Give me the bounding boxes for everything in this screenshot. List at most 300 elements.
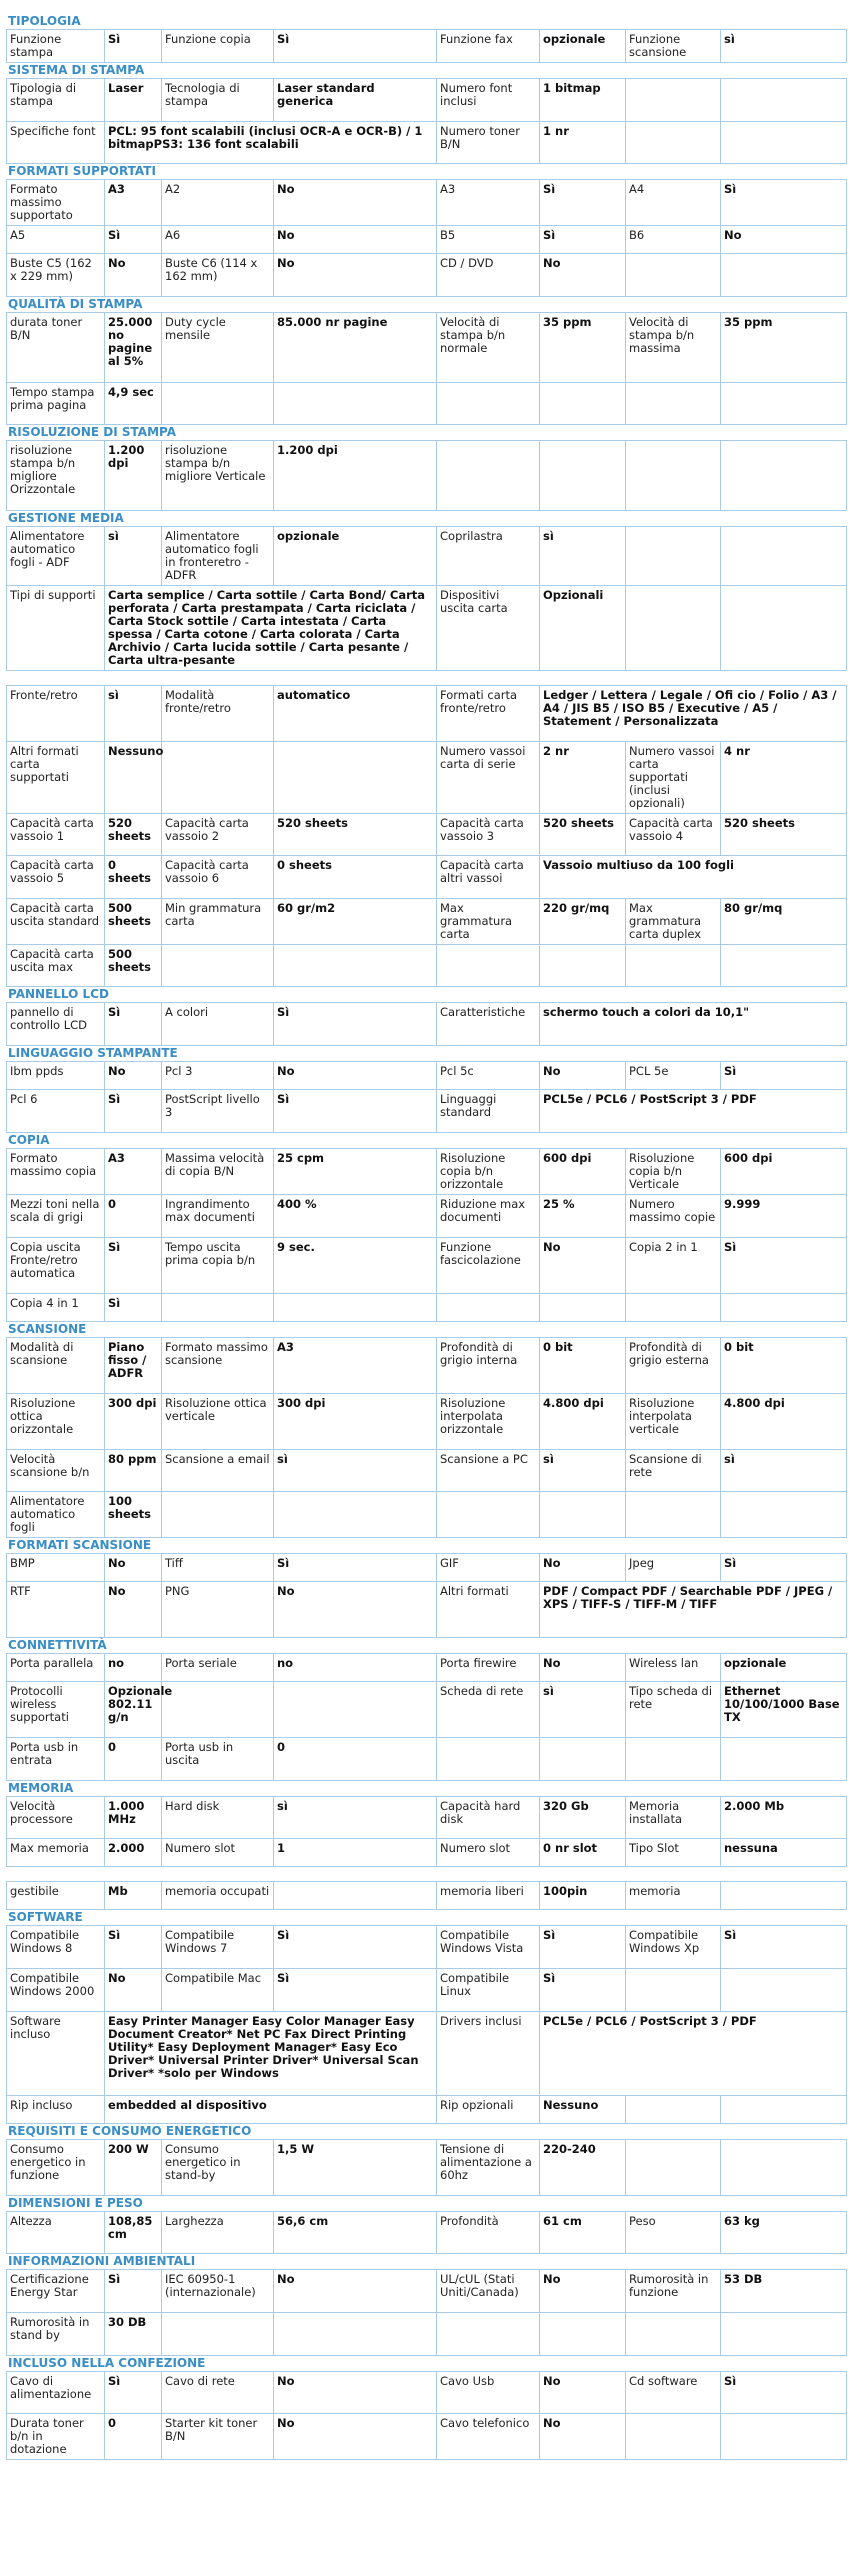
spec-value <box>721 1969 847 2012</box>
spec-value <box>274 945 437 987</box>
spec-value: No <box>274 180 437 226</box>
spec-value: 4.800 dpi <box>721 1394 847 1450</box>
spec-label <box>626 945 721 987</box>
spec-value <box>721 441 847 511</box>
spec-value: opzionale <box>721 1654 847 1682</box>
spec-value: 100 sheets <box>105 1492 162 1538</box>
table-row <box>7 1450 847 1492</box>
spec-value: A3 <box>105 180 162 226</box>
spec-value: PCL5e / PCL6 / PostScript 3 / PDF <box>540 1090 847 1133</box>
section-title-connettivit: CONNETTIVITÀ <box>8 1638 107 1652</box>
spec-value <box>274 1294 437 1322</box>
spec-value: No <box>540 2372 626 2414</box>
spec-value: Sì <box>105 1238 162 1294</box>
spec-label: memoria liberi <box>437 1882 540 1910</box>
spec-label: PNG <box>162 1582 274 1638</box>
spec-value: 25 % <box>540 1195 626 1238</box>
spec-value: 53 DB <box>721 2270 847 2313</box>
spec-value: Nessuno <box>105 742 162 814</box>
spec-label: Compatibile Windows 7 <box>162 1926 274 1969</box>
spec-label: Scansione a PC <box>437 1450 540 1492</box>
spec-label: PCL 5e <box>626 1062 721 1090</box>
spec-label: Numero slot <box>162 1839 274 1867</box>
spec-value: 1.200 dpi <box>274 441 437 511</box>
spec-value: Sì <box>540 1969 626 2012</box>
spec-label: Compatibile Windows 8 <box>7 1926 105 1969</box>
spec-label: Capacità carta vassoio 2 <box>162 814 274 856</box>
spec-label <box>626 1492 721 1538</box>
spec-label: Profondità <box>437 2212 540 2254</box>
spec-label: Durata toner b/n in dotazione <box>7 2414 105 2460</box>
spec-label: Peso <box>626 2212 721 2254</box>
spec-value: Nessuno <box>540 2096 626 2124</box>
spec-value: 1 <box>274 1839 437 1867</box>
section-title-gestione-media: GESTIONE MEDIA <box>8 511 124 525</box>
spec-value: Laser standard generica <box>274 79 437 122</box>
spec-label: Tensione di alimentazione a 60hz <box>437 2140 540 2196</box>
spec-table <box>6 2269 847 2356</box>
spec-value: 520 sheets <box>105 814 162 856</box>
spec-value <box>540 1492 626 1538</box>
spec-value: 0 <box>274 1738 437 1781</box>
spec-value: 35 ppm <box>721 313 847 383</box>
spec-value: 0 nr slot <box>540 1839 626 1867</box>
spec-value: Sì <box>105 2270 162 2313</box>
spec-value: No <box>105 1554 162 1582</box>
spec-label: Risoluzione ottica orizzontale <box>7 1394 105 1450</box>
section-gap <box>6 1867 846 1881</box>
spec-value <box>274 383 437 425</box>
spec-label: Funzione fax <box>437 30 540 63</box>
table-row <box>7 1149 847 1195</box>
table-row <box>7 122 847 164</box>
spec-value: No <box>105 1969 162 2012</box>
spec-value: Sì <box>105 2372 162 2414</box>
spec-label: Risoluzione copia b/n orizzontale <box>437 1149 540 1195</box>
spec-label: Cavo telefonico <box>437 2414 540 2460</box>
table-row <box>7 814 847 856</box>
spec-value: embedded al dispositivo <box>105 2096 437 2124</box>
spec-value: 220 gr/mq <box>540 899 626 945</box>
spec-label: Buste C5 (162 x 229 mm) <box>7 254 105 297</box>
table-row <box>7 1003 847 1046</box>
spec-label: Formato massimo scansione <box>162 1338 274 1394</box>
spec-label: Formati carta fronte/retro <box>437 686 540 742</box>
spec-value <box>721 2096 847 2124</box>
table-row <box>7 1338 847 1394</box>
spec-label: Funzione stampa <box>7 30 105 63</box>
spec-label: Tecnologia di stampa <box>162 79 274 122</box>
spec-value <box>540 1294 626 1322</box>
spec-value: 520 sheets <box>540 814 626 856</box>
spec-label: Protocolli wireless supportati <box>7 1682 105 1738</box>
spec-label: Capacità carta uscita max <box>7 945 105 987</box>
spec-label: Tempo uscita prima copia b/n <box>162 1238 274 1294</box>
spec-label: Altri formati carta supportati <box>7 742 105 814</box>
spec-value <box>721 945 847 987</box>
spec-label: Altezza <box>7 2212 105 2254</box>
spec-value: 25 cpm <box>274 1149 437 1195</box>
spec-label: Funzione copia <box>162 30 274 63</box>
spec-value: 9.999 <box>721 1195 847 1238</box>
table-row <box>7 79 847 122</box>
spec-label: risoluzione stampa b/n migliore Orizzontale <box>7 441 105 511</box>
spec-value: Opzionali <box>540 586 626 671</box>
spec-value: 1 bitmap <box>540 79 626 122</box>
spec-value: Sì <box>105 30 162 63</box>
table-row <box>7 1195 847 1238</box>
spec-label: Copia 2 in 1 <box>626 1238 721 1294</box>
table-row <box>7 2096 847 2124</box>
spec-label: Numero font inclusi <box>437 79 540 122</box>
spec-label <box>437 1738 540 1781</box>
spec-value: No <box>105 1062 162 1090</box>
spec-table <box>6 2371 847 2460</box>
spec-label: Compatibile Windows Xp <box>626 1926 721 1969</box>
spec-value: Sì <box>274 1090 437 1133</box>
table-row <box>7 1738 847 1781</box>
spec-label: Capacità carta uscita standard <box>7 899 105 945</box>
spec-label: Compatibile Mac <box>162 1969 274 2012</box>
spec-value: 200 W <box>105 2140 162 2196</box>
spec-value: No <box>274 2270 437 2313</box>
spec-label: B6 <box>626 226 721 254</box>
table-row <box>7 441 847 511</box>
spec-value: 300 dpi <box>105 1394 162 1450</box>
table-row <box>7 383 847 425</box>
spec-value: Sì <box>105 226 162 254</box>
spec-value: 0 sheets <box>105 856 162 899</box>
spec-value: Sì <box>105 1090 162 1133</box>
spec-label <box>626 1969 721 2012</box>
spec-table <box>6 2139 847 2196</box>
spec-value: Easy Printer Manager Easy Color Manager Easy Document Creator* Net PC Fax Direct Printing Utility* Easy Deployment Manager* Easy Eco Driver* Universal Printer Driver* Universal Scan Driver* *solo per Windows <box>105 2012 437 2096</box>
spec-value: Sì <box>274 1554 437 1582</box>
table-row <box>7 254 847 297</box>
spec-value: Piano fisso / ADFR <box>105 1338 162 1394</box>
spec-label: Tipi di supporti <box>7 586 105 671</box>
spec-value: 0 sheets <box>274 856 437 899</box>
spec-label <box>626 441 721 511</box>
spec-label <box>162 742 274 814</box>
spec-value <box>274 1492 437 1538</box>
spec-label <box>437 441 540 511</box>
spec-value: 100pin <box>540 1882 626 1910</box>
spec-label: risoluzione stampa b/n migliore Verticale <box>162 441 274 511</box>
spec-label: Numero massimo copie <box>626 1195 721 1238</box>
spec-label <box>162 1492 274 1538</box>
spec-value <box>721 1294 847 1322</box>
spec-label: Modalità fronte/retro <box>162 686 274 742</box>
spec-value <box>721 1492 847 1538</box>
spec-table <box>6 1002 847 1046</box>
spec-label <box>437 383 540 425</box>
spec-value: A3 <box>105 1149 162 1195</box>
spec-table <box>6 179 847 297</box>
spec-label: Risoluzione interpolata orizzontale <box>437 1394 540 1450</box>
spec-table <box>6 685 847 987</box>
section-title-copia: COPIA <box>8 1133 50 1147</box>
spec-value: opzionale <box>274 527 437 586</box>
spec-label <box>626 586 721 671</box>
spec-value: 4,9 sec <box>105 383 162 425</box>
spec-value: 600 dpi <box>540 1149 626 1195</box>
section-title-incluso-nella-confezione: INCLUSO NELLA CONFEZIONE <box>8 2356 206 2370</box>
spec-label: Porta usb in uscita <box>162 1738 274 1781</box>
spec-value: Opzionale 802.11 g/n <box>105 1682 162 1738</box>
spec-label: A4 <box>626 180 721 226</box>
spec-value: Sì <box>721 1062 847 1090</box>
spec-value <box>540 1738 626 1781</box>
table-row <box>7 1654 847 1682</box>
spec-value: 2.000 Mb <box>721 1797 847 1839</box>
spec-value: Sì <box>274 1003 437 1046</box>
section-title-dimensioni-e-peso: DIMENSIONI E PESO <box>8 2196 143 2210</box>
table-row <box>7 527 847 586</box>
spec-label <box>626 122 721 164</box>
spec-label: Alimentatore automatico fogli in fronteretro - ADFR <box>162 527 274 586</box>
section-gap <box>6 671 846 685</box>
spec-value: 108,85 cm <box>105 2212 162 2254</box>
spec-label: Mezzi toni nella scala di grigi <box>7 1195 105 1238</box>
table-row <box>7 2212 847 2254</box>
spec-label: Consumo energetico in stand-by <box>162 2140 274 2196</box>
section-title-risoluzione-di-stampa: RISOLUZIONE DI STAMPA <box>8 425 177 439</box>
spec-label <box>626 2140 721 2196</box>
table-row <box>7 30 847 63</box>
spec-value: 4.800 dpi <box>540 1394 626 1450</box>
spec-label: Copia uscita Fronte/retro automatica <box>7 1238 105 1294</box>
spec-value <box>721 2313 847 2356</box>
spec-value: 0 <box>105 1738 162 1781</box>
spec-label <box>437 1492 540 1538</box>
spec-value <box>540 945 626 987</box>
spec-label: Max memoria <box>7 1839 105 1867</box>
spec-value: 600 dpi <box>721 1149 847 1195</box>
section-title-informazioni-ambientali: INFORMAZIONI AMBIENTALI <box>8 2254 196 2268</box>
section-title-scansione: SCANSIONE <box>8 1322 87 1336</box>
spec-value: Ethernet 10/100/1000 Base TX <box>721 1682 847 1738</box>
spec-value: 56,6 cm <box>274 2212 437 2254</box>
spec-value: Ledger / Lettera / Legale / Ofi cio / Folio / A3 / A4 / JIS B5 / ISO B5 / Executive / A5 / Statement / Personalizzata <box>540 686 847 742</box>
spec-label: gestibile <box>7 1882 105 1910</box>
spec-label <box>437 945 540 987</box>
spec-value: 0 <box>105 2414 162 2460</box>
spec-table <box>6 29 847 63</box>
spec-value: 300 dpi <box>274 1394 437 1450</box>
spec-label: Modalità di scansione <box>7 1338 105 1394</box>
spec-label <box>626 2313 721 2356</box>
table-row <box>7 1797 847 1839</box>
spec-label: Pcl 5c <box>437 1062 540 1090</box>
spec-label: A3 <box>437 180 540 226</box>
spec-value: Sì <box>721 1926 847 1969</box>
spec-label: Rip incluso <box>7 2096 105 2124</box>
spec-label: Velocità scansione b/n <box>7 1450 105 1492</box>
spec-value: No <box>274 2414 437 2460</box>
spec-label: Max grammatura carta duplex <box>626 899 721 945</box>
spec-value: 1.000 MHz <box>105 1797 162 1839</box>
spec-value: sì <box>105 686 162 742</box>
table-row <box>7 2012 847 2096</box>
spec-label <box>162 2313 274 2356</box>
spec-value: opzionale <box>540 30 626 63</box>
spec-value: 80 gr/mq <box>721 899 847 945</box>
table-row <box>7 1839 847 1867</box>
spec-value: 220-240 <box>540 2140 626 2196</box>
spec-label: Risoluzione interpolata verticale <box>626 1394 721 1450</box>
spec-label: Hard disk <box>162 1797 274 1839</box>
table-row <box>7 1682 847 1738</box>
table-row <box>7 2414 847 2460</box>
spec-label: GIF <box>437 1554 540 1582</box>
spec-label: Ibm ppds <box>7 1062 105 1090</box>
table-row <box>7 1882 847 1910</box>
table-row <box>7 1394 847 1450</box>
spec-label: Funzione scansione <box>626 30 721 63</box>
spec-value: No <box>274 2372 437 2414</box>
spec-label: Cd software <box>626 2372 721 2414</box>
spec-label: Copia 4 in 1 <box>7 1294 105 1322</box>
spec-value: 4 nr <box>721 742 847 814</box>
spec-value: Mb <box>105 1882 162 1910</box>
table-row <box>7 180 847 226</box>
spec-label: Cavo di alimentazione <box>7 2372 105 2414</box>
spec-label: Numero toner B/N <box>437 122 540 164</box>
spec-label: Massima velocità di copia B/N <box>162 1149 274 1195</box>
table-row <box>7 1238 847 1294</box>
table-row <box>7 1554 847 1582</box>
spec-label: Scansione a email <box>162 1450 274 1492</box>
spec-label: Linguaggi standard <box>437 1090 540 1133</box>
spec-value: sì <box>540 1450 626 1492</box>
spec-value: 0 bit <box>721 1338 847 1394</box>
spec-label: Scansione di rete <box>626 1450 721 1492</box>
spec-value <box>721 383 847 425</box>
spec-value: 85.000 nr pagine <box>274 313 437 383</box>
spec-label: Numero vassoi carta di serie <box>437 742 540 814</box>
spec-value: No <box>105 1582 162 1638</box>
spec-label: Wireless lan <box>626 1654 721 1682</box>
spec-label: Alimentatore automatico fogli <box>7 1492 105 1538</box>
spec-label <box>626 1294 721 1322</box>
spec-value: 9 sec. <box>274 1238 437 1294</box>
spec-label: Capacità carta vassoio 1 <box>7 814 105 856</box>
spec-value: Vassoio multiuso da 100 fogli <box>540 856 847 899</box>
spec-value: Laser <box>105 79 162 122</box>
section-title-linguaggio-stampante: LINGUAGGIO STAMPANTE <box>8 1046 178 1060</box>
spec-value: No <box>540 254 626 297</box>
spec-value <box>721 79 847 122</box>
spec-label: Capacità carta vassoio 4 <box>626 814 721 856</box>
spec-value: no <box>274 1654 437 1682</box>
spec-label <box>162 383 274 425</box>
section-title-requisiti-e-consumo-energetico: REQUISITI E CONSUMO ENERGETICO <box>8 2124 252 2138</box>
spec-label <box>626 79 721 122</box>
spec-label: Buste C6 (114 x 162 mm) <box>162 254 274 297</box>
table-row <box>7 899 847 945</box>
table-row <box>7 1090 847 1133</box>
spec-label: Rip opzionali <box>437 2096 540 2124</box>
spec-value: Sì <box>721 2372 847 2414</box>
spec-value: No <box>721 226 847 254</box>
spec-table <box>6 1653 847 1781</box>
spec-label: Dispositivi uscita carta <box>437 586 540 671</box>
spec-value: 520 sheets <box>721 814 847 856</box>
spec-value: sì <box>540 1682 626 1738</box>
section-title-pannello-lcd: PANNELLO LCD <box>8 987 109 1001</box>
spec-value <box>274 742 437 814</box>
spec-label: Pcl 6 <box>7 1090 105 1133</box>
spec-table <box>6 2211 847 2254</box>
spec-table <box>6 1796 847 1867</box>
spec-value: 2 nr <box>540 742 626 814</box>
spec-table <box>6 526 847 671</box>
spec-label: Capacità carta vassoio 6 <box>162 856 274 899</box>
spec-label: Funzione fascicolazione <box>437 1238 540 1294</box>
spec-label: Memoria installata <box>626 1797 721 1839</box>
table-row <box>7 226 847 254</box>
spec-value: No <box>540 2270 626 2313</box>
spec-value: sì <box>274 1450 437 1492</box>
spec-label: Cavo di rete <box>162 2372 274 2414</box>
spec-label: Numero vassoi carta supportati (inclusi opzionali) <box>626 742 721 814</box>
spec-table <box>6 1925 847 2124</box>
spec-label: Specifiche font <box>7 122 105 164</box>
spec-label: Profondità di grigio esterna <box>626 1338 721 1394</box>
spec-label: A5 <box>7 226 105 254</box>
spec-value: No <box>540 1238 626 1294</box>
spec-label: Numero slot <box>437 1839 540 1867</box>
spec-value: 30 DB <box>105 2313 162 2356</box>
spec-label: Coprilastra <box>437 527 540 586</box>
spec-value: No <box>274 1062 437 1090</box>
table-row <box>7 1582 847 1638</box>
spec-label <box>162 945 274 987</box>
spec-label: Capacità carta altri vassoi <box>437 856 540 899</box>
spec-value: 61 cm <box>540 2212 626 2254</box>
spec-value: Carta semplice / Carta sottile / Carta Bond/ Carta perforata / Carta prestampata / Carta riciclata / Carta Stock sottile / Carta intestata / Carta spessa / Carta cotone / Carta colorata / Carta Archivio / Carta lucida sottile / Carta pesante / Carta ultra-pesante <box>105 586 437 671</box>
section-title-sistema-di-stampa: SISTEMA DI STAMPA <box>8 63 145 77</box>
section-title-qualit-di-stampa: QUALITÀ DI STAMPA <box>8 297 143 311</box>
spec-label <box>626 383 721 425</box>
spec-value: 2.000 <box>105 1839 162 1867</box>
spec-value: No <box>540 1554 626 1582</box>
spec-value <box>721 254 847 297</box>
spec-value: Sì <box>540 180 626 226</box>
spec-value: Sì <box>105 1003 162 1046</box>
spec-label: Compatibile Windows 2000 <box>7 1969 105 2012</box>
spec-value: sì <box>721 30 847 63</box>
spec-value: 1,5 W <box>274 2140 437 2196</box>
spec-label: Cavo Usb <box>437 2372 540 2414</box>
spec-value: A3 <box>274 1338 437 1394</box>
spec-value <box>721 2414 847 2460</box>
spec-label: Software incluso <box>7 2012 105 2096</box>
spec-label: A colori <box>162 1003 274 1046</box>
spec-value: nessuna <box>721 1839 847 1867</box>
spec-value: 400 % <box>274 1195 437 1238</box>
spec-label: Starter kit toner B/N <box>162 2414 274 2460</box>
spec-value: PCL5e / PCL6 / PostScript 3 / PDF <box>540 2012 847 2096</box>
spec-table <box>6 1337 847 1538</box>
spec-label: Porta usb in entrata <box>7 1738 105 1781</box>
spec-value: sì <box>540 527 626 586</box>
table-row <box>7 1969 847 2012</box>
spec-value: sì <box>105 527 162 586</box>
spec-label: Tipo Slot <box>626 1839 721 1867</box>
spec-value: Sì <box>540 1926 626 1969</box>
